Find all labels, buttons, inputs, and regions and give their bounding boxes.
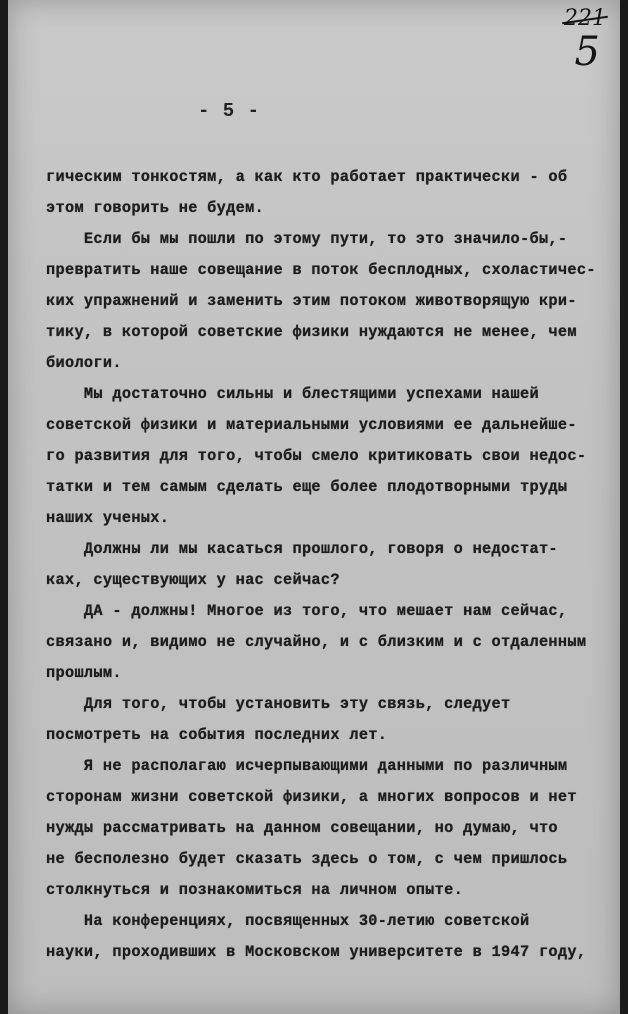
text-line: сторонам жизни советской физики, а многих вопросов и нет — [46, 788, 577, 806]
text-line: Я не располагаю исчерпывающими данными по различным — [46, 757, 568, 775]
text-line: го развития для того, чтобы смело критиковать свои недос- — [46, 447, 587, 465]
text-line: нужды рассматривать на данном совещании, но думаю, что — [46, 819, 558, 837]
text-line: ках, существующих у нас сейчас? — [46, 571, 340, 589]
text-line: Для того, чтобы установить эту связь, следует — [46, 695, 511, 713]
text-line: советской физики и материальными условиями ее дальнейше- — [46, 416, 577, 434]
crossed-out-archive-number: 221 — [564, 6, 606, 31]
text-line: связано и, видимо не случайно, и с близким и с отдаленным — [46, 633, 587, 651]
text-line: этом говорить не будем. — [46, 199, 265, 217]
typed-body-text — [46, 162, 598, 968]
text-line: На конференциях, посвященных 30-летию советской — [46, 912, 530, 930]
text-line: Мы достаточно сильны и блестящими успехами нашей — [46, 385, 539, 403]
text-line: науки, проходивших в Московском университете в 1947 году, — [46, 943, 587, 961]
text-line: наших ученых. — [46, 509, 170, 527]
text-line: столкнуться и познакомиться на личном опыте. — [46, 881, 464, 899]
text-line: татки и тем самым сделать еще более плодотворными труды — [46, 478, 568, 496]
text-line: гическим тонкостям, а как кто работает практически - об — [46, 168, 568, 186]
text-line: посмотреть на события последних лет. — [46, 726, 388, 744]
text-line: Если бы мы пошли по этому пути, то это значило-бы,- — [46, 230, 568, 248]
text-line: превратить наше совещание в поток бесплодных, схоластичес- — [46, 261, 596, 279]
page-number-header: - 5 - — [198, 100, 261, 122]
text-line: прошлым. — [46, 664, 122, 682]
document-page — [8, 0, 620, 1014]
text-line: Должны ли мы касаться прошлого, говоря о недостат- — [46, 540, 558, 558]
handwritten-page-number: 5 — [574, 29, 600, 75]
text-line: тику, в которой советские физики нуждаются не менее, чем — [46, 323, 577, 341]
text-line: биологи. — [46, 354, 122, 372]
text-line: не бесполезно будет сказать здесь о том, с чем пришлось — [46, 850, 568, 868]
text-line: ких упражнений и заменить этим потоком животворящую кри- — [46, 292, 577, 310]
text-line: ДА - должны! Многое из того, что мешает нам сейчас, — [46, 602, 568, 620]
archive-page-mark — [564, 4, 606, 75]
